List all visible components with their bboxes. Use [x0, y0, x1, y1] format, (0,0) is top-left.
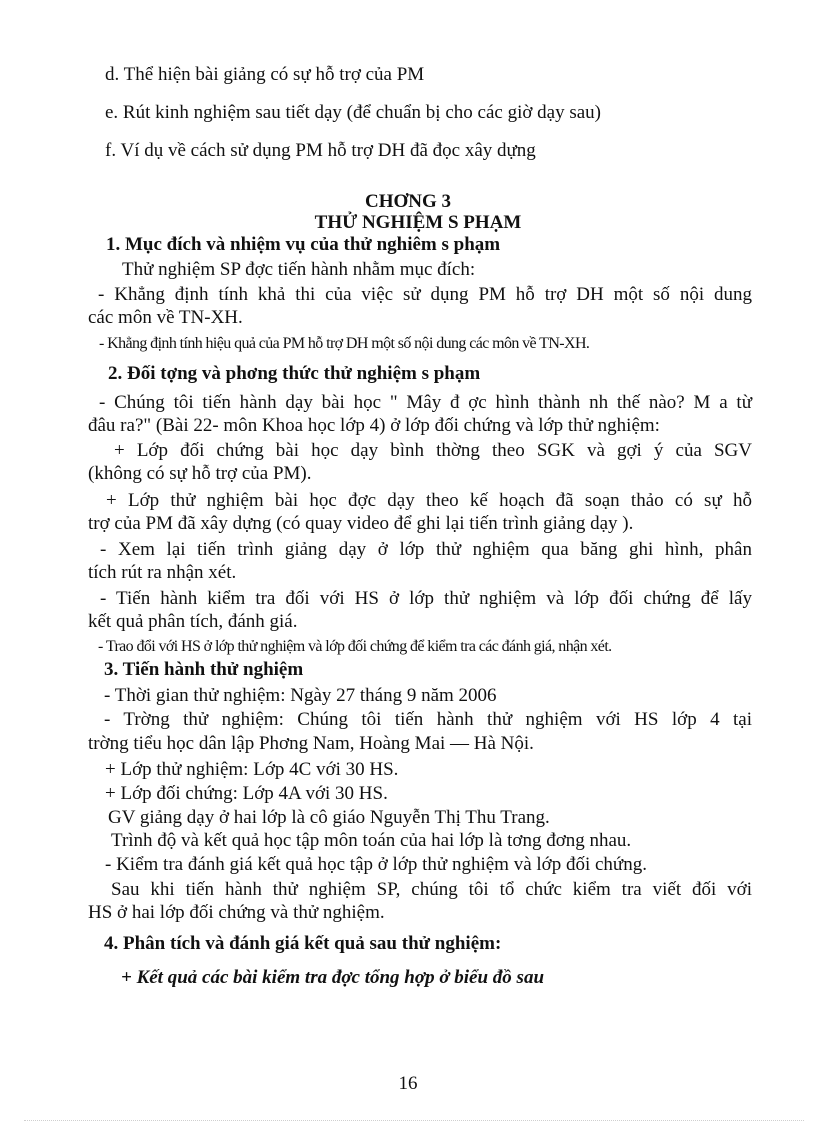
- section-2-line: + Lớp đối chứng bài học dạy bình thờng theo SGK và gợi ý của SGV: [114, 440, 752, 461]
- section-2-line: + Lớp thử nghiệm bài học đợc dạy theo kế hoạch đã soạn thảo có sự hỗ: [106, 490, 752, 511]
- section-3-line: trờng tiểu học dân lập Phơng Nam, Hoàng Mai — Hà Nội.: [88, 733, 534, 754]
- section-2-line: (không có sự hỗ trợ của PM).: [88, 463, 312, 484]
- section-2-line: - Xem lại tiến trình giảng dạy ở lớp thử nghiệm qua băng ghi hình, phân: [100, 539, 752, 560]
- page-bottom-divider: [24, 1120, 804, 1121]
- section-3-line: HS ở hai lớp đối chứng và thử nghiệm.: [88, 902, 385, 923]
- section-2-line: kết quả phân tích, đánh giá.: [88, 611, 298, 632]
- section-3-heading: 3. Tiến hành thử nghiệm: [104, 659, 304, 680]
- section-3-line: + Lớp thử nghiệm: Lớp 4C với 30 HS.: [105, 759, 399, 780]
- chapter-title: THỬ NGHIỆM S PHẠM: [314, 212, 522, 233]
- list-item-d: d. Thể hiện bài giảng có sự hỗ trợ của PM: [105, 64, 425, 85]
- section-1-heading: 1. Mục đích và nhiệm vụ của thử nghiêm s phạm: [106, 234, 501, 255]
- section-1-line: - Khẳng định tính khả thi của việc sử dụng PM hỗ trợ DH một số nội dung: [98, 284, 752, 305]
- section-4-heading: 4. Phân tích và đánh giá kết quả sau thử nghiệm:: [104, 933, 502, 954]
- section-3-line: + Lớp đối chứng: Lớp 4A với 30 HS.: [105, 783, 388, 804]
- section-3-line: GV giảng dạy ở hai lớp là cô giáo Nguyễn Thị Thu Trang.: [108, 807, 550, 828]
- page-number: 16: [398, 1073, 418, 1094]
- section-4-subheading: + Kết quả các bài kiểm tra đợc tổng hợp ở biểu đồ sau: [121, 967, 545, 988]
- section-3-line: - Kiểm tra đánh giá kết quả học tập ở lớp thử nghiệm và lớp đối chứng.: [105, 854, 647, 875]
- section-2-line: - Trao đổi với HS ở lớp thử nghiệm và lớp đối chứng để kiểm tra các đánh giá, nhận xét.: [98, 638, 612, 655]
- chapter-number: CHƠNG 3: [364, 191, 452, 212]
- list-item-f: f. Ví dụ về cách sử dụng PM hỗ trợ DH đã đọc xây dựng: [105, 140, 536, 161]
- list-item-e: e. Rút kinh nghiệm sau tiết dạy (để chuẩn bị cho các giờ dạy sau): [105, 102, 601, 123]
- section-2-line: đâu ra?" (Bài 22- môn Khoa học lớp 4) ở lớp đối chứng và lớp thử nghiệm:: [88, 415, 660, 436]
- section-2-line: trợ của PM đã xây dựng (có quay video để ghi lại tiến trình giảng dạy ).: [88, 513, 634, 534]
- section-3-line: - Trờng thử nghiệm: Chúng tôi tiến hành thử nghiệm với HS lớp 4 tại: [104, 709, 752, 730]
- section-1-line: các môn về TN-XH.: [88, 307, 243, 328]
- section-2-heading: 2. Đối tợng và phơng thức thử nghiệm s phạm: [108, 363, 481, 384]
- section-3-line: - Thời gian thử nghiệm: Ngày 27 tháng 9 năm 2006: [104, 685, 497, 706]
- section-2-line: - Tiến hành kiểm tra đối với HS ở lớp thử nghiệm và lớp đối chứng để lấy: [100, 588, 752, 609]
- section-1-line: Thử nghiệm SP đợc tiến hành nhằm mục đích:: [122, 259, 476, 280]
- section-3-line: Sau khi tiến hành thử nghiệm SP, chúng tôi tổ chức kiểm tra viết đối với: [111, 879, 752, 900]
- section-2-line: tích rút ra nhận xét.: [88, 562, 237, 583]
- section-3-line: Trình độ và kết quả học tập môn toán của hai lớp là tơng đơng nhau.: [111, 830, 632, 851]
- section-1-line: - Khẳng định tính hiệu quả của PM hỗ trợ DH một số nội dung các môn về TN-XH.: [99, 335, 590, 352]
- section-2-line: - Chúng tôi tiến hành dạy bài học " Mây đ ợc hình thành nh thế nào? M a từ: [99, 392, 752, 413]
